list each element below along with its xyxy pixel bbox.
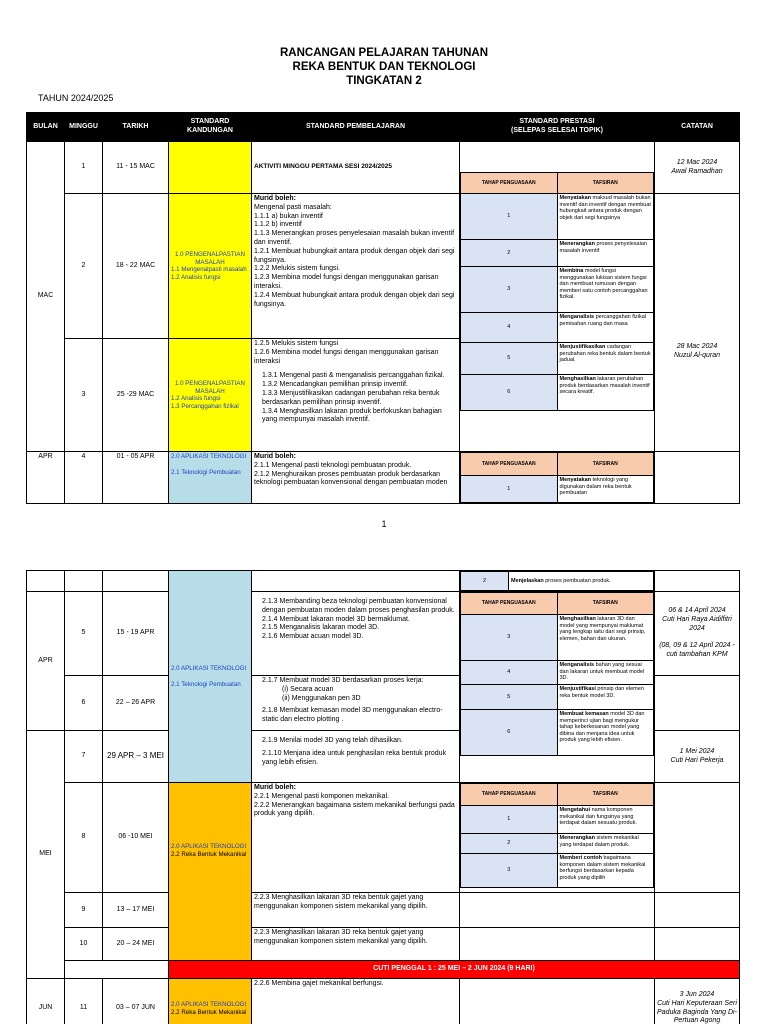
sp-line: 2.2.2 Menerangkan bagaimana sistem mekanikal berfungsi pada produk yang dipilih.	[254, 801, 455, 818]
holiday-row	[27, 961, 740, 979]
document-title	[0, 46, 768, 88]
tp-keyword: Menjelaskan	[511, 577, 544, 584]
sp-line: Murid boleh:	[254, 784, 296, 791]
week-date: 22 – 26 APR	[103, 676, 169, 731]
tp-level: 2	[461, 834, 558, 854]
sp-line: 2.1.7 Membuat model 3D berdasarkan proses kerja:	[262, 677, 424, 684]
prestasi-cell	[460, 452, 655, 504]
catatan-cell	[655, 194, 740, 452]
header-catatan: CATATAN	[655, 113, 740, 142]
tp-text: model fungsi menggunakan lukisan sistem fungsi dan membuat rumusan dengan memberi satu contoh percanggahan fizikal.	[559, 268, 648, 301]
tp-text: percanggahan fizikal pemisahan ruang dan masa	[559, 314, 647, 327]
header-spr-line2: (SELEPAS SELESAI TOPIK)	[511, 127, 603, 134]
table-row	[27, 571, 740, 592]
sp-line: 1.1.1 a) bukan inventif	[254, 212, 323, 220]
tp-keyword: Mengetahui	[559, 807, 591, 813]
catatan-line: Awal Ramadhan	[671, 167, 723, 175]
sp-line: 1.3.2 Mencadangkan pemilihan prinsip inventif.	[262, 381, 408, 389]
tp-header-tafsiran: TAFSIRAN	[557, 173, 654, 194]
week-number: 6	[65, 676, 103, 731]
tp-level: 2	[461, 240, 558, 267]
blank-cell	[460, 893, 655, 928]
blank-cell	[655, 676, 740, 731]
tp-description	[557, 854, 654, 888]
blank-cell	[65, 571, 103, 592]
catatan-cell	[655, 452, 740, 504]
catatan-line: 12 Mac 2024	[676, 158, 718, 166]
sp-line: 1.2.4 Membuat hubungkait antara produk dengan objek dari segi fungsinya.	[254, 291, 455, 308]
week-date: 03 – 07 JUN	[103, 979, 169, 1024]
blank-cell	[65, 961, 169, 979]
year-label: TAHUN 2024/2025	[38, 93, 114, 103]
month-cell: MEI	[27, 731, 65, 979]
week-number: 7	[65, 731, 103, 783]
tp-level: 1	[461, 476, 558, 503]
sp-line: 1.2.5 Melukis sistem fungsi	[254, 340, 339, 347]
catatan-line: (08, 09 & 12 April 2024 - cuti tambahan KPM	[659, 642, 735, 659]
tp-table	[460, 452, 654, 503]
sp-cell: 2.2.6 Membina gajet mekanikal berfungsi.	[252, 979, 460, 1024]
tp-text: lakaran perubahan produk berdasarkan masalah inventif secara kreatif.	[559, 376, 650, 396]
sp-line: 1.3.4 Menghasilkan lakaran produk berfokuskan bahagian yang mempunyai masalah inventif.	[262, 407, 442, 424]
tp-keyword: Memberi contoh	[559, 855, 602, 861]
sp-line: 1.2.3 Membina model fungsi dengan menggunakan garisan interaksi.	[254, 274, 439, 290]
tp-description	[557, 313, 654, 343]
catatan-cell	[655, 592, 740, 676]
sk-cell	[169, 979, 252, 1024]
sp-line: Murid boleh:	[254, 195, 296, 202]
catatan-line: 28 Mac 2024	[676, 343, 718, 351]
tp-level: 6	[461, 375, 558, 411]
table-row	[27, 142, 740, 194]
blank-cell	[460, 979, 655, 1024]
week-date: 13 – 17 MEI	[103, 893, 169, 928]
header-standard-pembelajaran: STANDARD PEMBELAJARAN	[252, 113, 460, 142]
title-line-2: REKA BENTUK DAN TEKNOLOGI	[292, 61, 476, 73]
tp-description	[509, 572, 654, 591]
sk-title: 1.0 PENGENALPASTIAN MASALAH	[174, 380, 246, 395]
sk-item: 1.3 Percanggahan fizikal	[171, 402, 239, 410]
tp-text: lakaran 3D dan model yang mempunyai maklumat yang lengkap iaitu dari segi prinsip, elemen, bahan dan ukuran.	[559, 616, 646, 642]
tp-header-tafsiran: TAFSIRAN	[557, 453, 654, 476]
tp-description	[557, 710, 654, 756]
sp-line: 1.2.6 Membina model fungsi dengan menggunakan garisan interaksi	[254, 348, 439, 365]
prestasi-cell	[460, 592, 655, 783]
month-cell: JUN	[27, 979, 65, 1024]
sp-line: 2.1.1 Mengenal pasti teknologi pembuatan produk.	[254, 461, 412, 469]
sp-line: Mengenal pasti masalah:	[254, 203, 332, 211]
sp-line: 1.3.1 Mengenal pasti & menganalisis percanggahan fizikal.	[262, 372, 445, 380]
sp-line: 2.1.2 Menghuraikan proses pembuatan produk berdasarkan teknologi pembuatan konvensional dengan pembuatan moden	[254, 470, 448, 487]
sk-cell	[169, 142, 252, 452]
tp-text: nama komponen mekanikal dan fungsinya yang terdapat dalam sesuatu produk.	[559, 807, 637, 827]
tp-header-tafsiran: TAFSIRAN	[557, 593, 654, 615]
tp-description	[557, 615, 654, 661]
header-bulan: BULAN	[27, 113, 65, 142]
catatan-line: 1 Mei 2024	[679, 747, 715, 755]
tp-header-tahap: TAHAP PENGUASAAN	[461, 173, 558, 194]
page-number: 1	[381, 519, 387, 529]
table-row	[27, 452, 740, 504]
prestasi-cell	[460, 783, 655, 893]
catatan-line: Nuzul Al-quran	[673, 352, 721, 359]
month-cell: APR	[27, 592, 65, 731]
catatan-cell	[655, 142, 740, 194]
sp-line: (ii) Menggunakan pen 3D	[282, 694, 361, 702]
catatan-line: Cuti Hari Pekerja	[670, 756, 724, 764]
sp-line: (i) Secara acuan	[282, 685, 334, 693]
tp-keyword: Menyatakan	[559, 477, 591, 483]
sk-title: 2.0 APLIKASI TEKNOLOGI	[171, 453, 247, 460]
tp-description	[557, 661, 654, 685]
sp-line: 1.2.2 Melukis sistem fungsi.	[254, 265, 340, 273]
prestasi-cell	[460, 571, 655, 592]
tp-description	[557, 476, 654, 503]
title-line-1: RANCANGAN PELAJARAN TAHUNAN	[279, 47, 489, 59]
sp-cell: 2.2.3 Menghasilkan lakaran 3D reka bentuk gajet yang menggunakan komponen sistem mekanikal yang dipilih.	[252, 893, 460, 928]
sk-blank	[169, 142, 251, 194]
sp-line: 2.1.5 Menganalisis lakaran model 3D.	[262, 624, 380, 632]
sp-line: 1.1.3 Menerangkan proses penyelesaian masalah bukan inventif dan inventif.	[254, 230, 455, 246]
blank-cell	[252, 571, 460, 592]
week-number: 4	[65, 452, 103, 504]
tp-description	[557, 194, 654, 240]
prestasi-spacer	[460, 142, 654, 172]
tp-level: 5	[461, 343, 558, 375]
tp-keyword: Membuat kemasan	[559, 711, 609, 717]
sk-item: 2.1 Teknologi Pembuatan	[171, 680, 241, 688]
sk-cell	[169, 783, 252, 961]
tp-table	[460, 571, 654, 591]
sp-line: 1.1.2 b) inventif	[254, 221, 302, 229]
tp-text: cadangan perubahan reka bentuk dalam bentuk jadual.	[559, 344, 651, 364]
sk-title: 2.0 APLIKASI TEKNOLOGI	[171, 665, 247, 672]
tp-description	[557, 806, 654, 834]
sk-cell	[169, 571, 252, 783]
week-date: 15 - 19 APR	[103, 592, 169, 676]
week-number: 9	[65, 893, 103, 928]
tp-level: 1	[461, 806, 558, 834]
table-row	[27, 893, 740, 928]
sp-cell	[252, 452, 460, 504]
tp-keyword: Menganalisis	[559, 314, 595, 320]
week-date: 06 -10 MEI	[103, 783, 169, 893]
sp-line: 2.1.3 Membanding beza teknologi pembuatan konvensional dengan pembuatan moden dalam proses penghasilan produk.	[262, 598, 455, 614]
week-date: 11 - 15 MAC	[103, 142, 169, 194]
sk-item: 1.2 Analisis fungsi	[171, 273, 221, 281]
tp-keyword: Menjustifikasikan	[559, 344, 606, 350]
tp-text: sistem mekanikal yang terdapat dalam produk.	[559, 835, 639, 848]
sk-item: 2.2 Reka Bentuk Mekanikal	[171, 1008, 247, 1016]
tp-keyword: Membina	[559, 268, 584, 274]
week-number: 3	[65, 339, 103, 452]
week-date: 18 - 22 MAC	[103, 194, 169, 339]
title-line-3: TINGKATAN 2	[346, 75, 422, 87]
prestasi-cell	[460, 142, 655, 452]
tp-level: 5	[461, 685, 558, 710]
tp-header-tahap: TAHAP PENGUASAAN	[461, 784, 558, 806]
tp-level: 4	[461, 313, 558, 343]
tp-description	[557, 375, 654, 411]
page-1-table	[26, 112, 740, 504]
catatan-line: 3 Jun 2024	[679, 990, 715, 998]
table-row	[27, 979, 740, 1024]
tp-keyword: Menerangkan	[559, 241, 595, 247]
sk-cell	[169, 452, 252, 504]
sk-block-w3	[169, 338, 251, 451]
sk-item: 1.2 Analisis fungsi	[171, 395, 221, 402]
tp-level: 1	[461, 194, 558, 240]
sk-item: 2.2 Reka Bentuk Mekanikal	[171, 850, 247, 858]
sk-item: 1.1 Mengenalpasti masalah	[171, 266, 247, 273]
sp-cell: 2.2.3 Menghasilkan lakaran 3D reka bentuk gajet yang menggunakan komponen sistem mekanikal yang dipilih.	[252, 928, 460, 961]
tp-text: bahan yang sesuai dan lakaran untuk membuat model 3D.	[559, 662, 645, 682]
header-sk-line1: STANDARD	[190, 118, 230, 126]
catatan-cell	[655, 731, 740, 783]
table-row	[27, 592, 740, 676]
tp-text: proses penyelesaian masalah inventif	[559, 241, 647, 254]
tp-level: 2	[461, 572, 509, 591]
tp-description	[557, 267, 654, 313]
catatan-line: Cuti Hari Raya Aidilfitri 2024	[662, 615, 732, 632]
table-row	[27, 928, 740, 961]
tp-description	[557, 240, 654, 267]
table-row	[27, 783, 740, 893]
header-standard-kandungan	[169, 113, 252, 142]
tp-text: teknologi yang digunakan dalam reka bentuk pembuatan	[559, 477, 632, 497]
header-standard-prestasi	[460, 113, 655, 142]
tp-description	[557, 343, 654, 375]
tp-table	[460, 172, 654, 411]
tp-description	[557, 685, 654, 710]
sp-cell	[252, 783, 460, 893]
tp-text: maksud masalah bukan inventif dan inventif dengan membuat hubungkait antara produk dengan objek dari segi fungsinya	[559, 195, 651, 221]
tp-text: model 3D dan memperinci ujian bagi mengukur tahap keberkesanan model yang dibina dan menjana idea untuk produk yang lebih efisien.	[559, 711, 645, 744]
header-tarikh: TARIKH	[103, 113, 169, 142]
catatan-cell	[655, 979, 740, 1024]
sp-cell	[252, 731, 460, 783]
blank-cell	[655, 893, 740, 928]
sp-line: 2.1.4 Membuat lakaran model 3D bermaklumat.	[262, 615, 410, 623]
blank-cell	[460, 928, 655, 961]
month-cell: APR	[27, 452, 65, 504]
catatan-line: Cuti Hari Keputeraan Seri Paduka Baginda Yang Di-Pertuan Agong	[657, 999, 737, 1024]
tp-text: bagaimana komponen dalam sistem mekanikal berfungsi berdasarkan kepada produk yang dipilih	[559, 855, 646, 881]
month-cell: MAC	[27, 142, 65, 452]
header-sk-line2: KANDUNGAN	[187, 127, 233, 134]
sp-cell	[252, 194, 460, 339]
week-number: 5	[65, 592, 103, 676]
week-number: 8	[65, 783, 103, 893]
tp-description	[557, 834, 654, 854]
tp-table	[460, 783, 654, 888]
tp-header-tafsiran: TAFSIRAN	[557, 784, 654, 806]
tp-level: 4	[461, 661, 558, 685]
blank-cell	[103, 571, 169, 592]
tp-text: proses pembuatan produk.	[543, 577, 611, 584]
tp-level: 3	[461, 615, 558, 661]
week-date: 29 APR – 3 MEI	[103, 731, 169, 783]
sp-line: 2.1.8 Membuat kemasan model 3D menggunakan electro- static dan electro plotting .	[262, 707, 443, 724]
tp-keyword: Menganalisis	[559, 662, 595, 668]
blank-cell	[655, 928, 740, 961]
sp-line: 2.1.6 Membuat acuan model 3D.	[262, 633, 364, 641]
tp-keyword: Menghasilkan	[559, 616, 596, 622]
sp-line: Murid boleh:	[254, 453, 296, 460]
sp-cell: AKTIVITI MINGGU PERTAMA SESI 2024/2025	[252, 142, 460, 194]
header-spr-line1: STANDARD PRESTASI	[519, 118, 595, 126]
sp-cell	[252, 676, 460, 731]
tp-keyword: Menjustifikasi	[559, 686, 596, 692]
sp-line: 1.2.1 Membuat hubungkait antara produk dengan objek dari segi fungsinya.	[254, 247, 455, 264]
sp-line: 2.2.1 Mengenal pasti komponen mekanikal.	[254, 792, 390, 800]
week-number: 1	[65, 142, 103, 194]
sk-title: 1.0 PENGENALPASTIAN MASALAH	[174, 251, 246, 266]
tp-keyword: Menerangkan	[559, 835, 595, 841]
blank-cell	[27, 571, 65, 592]
week-date: 01 - 05 APR	[103, 452, 169, 504]
sp-cell	[252, 339, 460, 452]
sp-cell	[252, 592, 460, 676]
week-number: 11	[65, 979, 103, 1024]
week-number: 2	[65, 194, 103, 339]
tp-keyword: Menyatakan	[559, 195, 591, 201]
tp-header-tahap: TAHAP PENGUASAAN	[461, 453, 558, 476]
week-number: 10	[65, 928, 103, 961]
week-date: 25 -29 MAC	[103, 339, 169, 452]
header-minggu: MINGGU	[65, 113, 103, 142]
sk-block-w2	[169, 194, 251, 338]
sp-line: 2.1.10 Menjana idea untuk penghasilan reka bentuk produk yang lebih efisien.	[262, 749, 447, 766]
tp-keyword: Menghasilkan	[559, 376, 596, 382]
blank-cell	[655, 783, 740, 893]
tp-text: prinsip dan elemen reka bentuk model 3D.	[559, 686, 644, 699]
tp-level: 3	[461, 854, 558, 888]
sp-line: 1.3.3 Menjustifikasikan cadangan perubahan reka bentuk berdasarkan pemilihan prinsip inventif.	[262, 389, 440, 406]
tp-level: 3	[461, 267, 558, 313]
sp-line: 2.1.9 Menilai model 3D yang telah dihasilkan.	[262, 737, 403, 744]
tp-header-tahap: TAHAP PENGUASAAN	[461, 593, 558, 615]
page-2-table	[26, 570, 740, 1024]
sk-item: 2.1 Teknologi Pembuatan	[171, 468, 241, 476]
tp-level: 6	[461, 710, 558, 756]
catatan-line: 06 & 14 April 2024	[668, 607, 726, 615]
tp-table	[460, 592, 654, 756]
week-date: 20 – 24 MEI	[103, 928, 169, 961]
holiday-banner: CUTI PENGGAL 1 : 25 MEI – 2 JUN 2024 (9 HARI)	[169, 961, 740, 979]
sk-title: 2.0 APLIKASI TEKNOLOGI	[171, 843, 247, 850]
blank-cell	[655, 571, 740, 592]
table-header-row	[27, 113, 740, 142]
sk-title: 2.0 APLIKASI TEKNOLOGI	[171, 1001, 247, 1008]
